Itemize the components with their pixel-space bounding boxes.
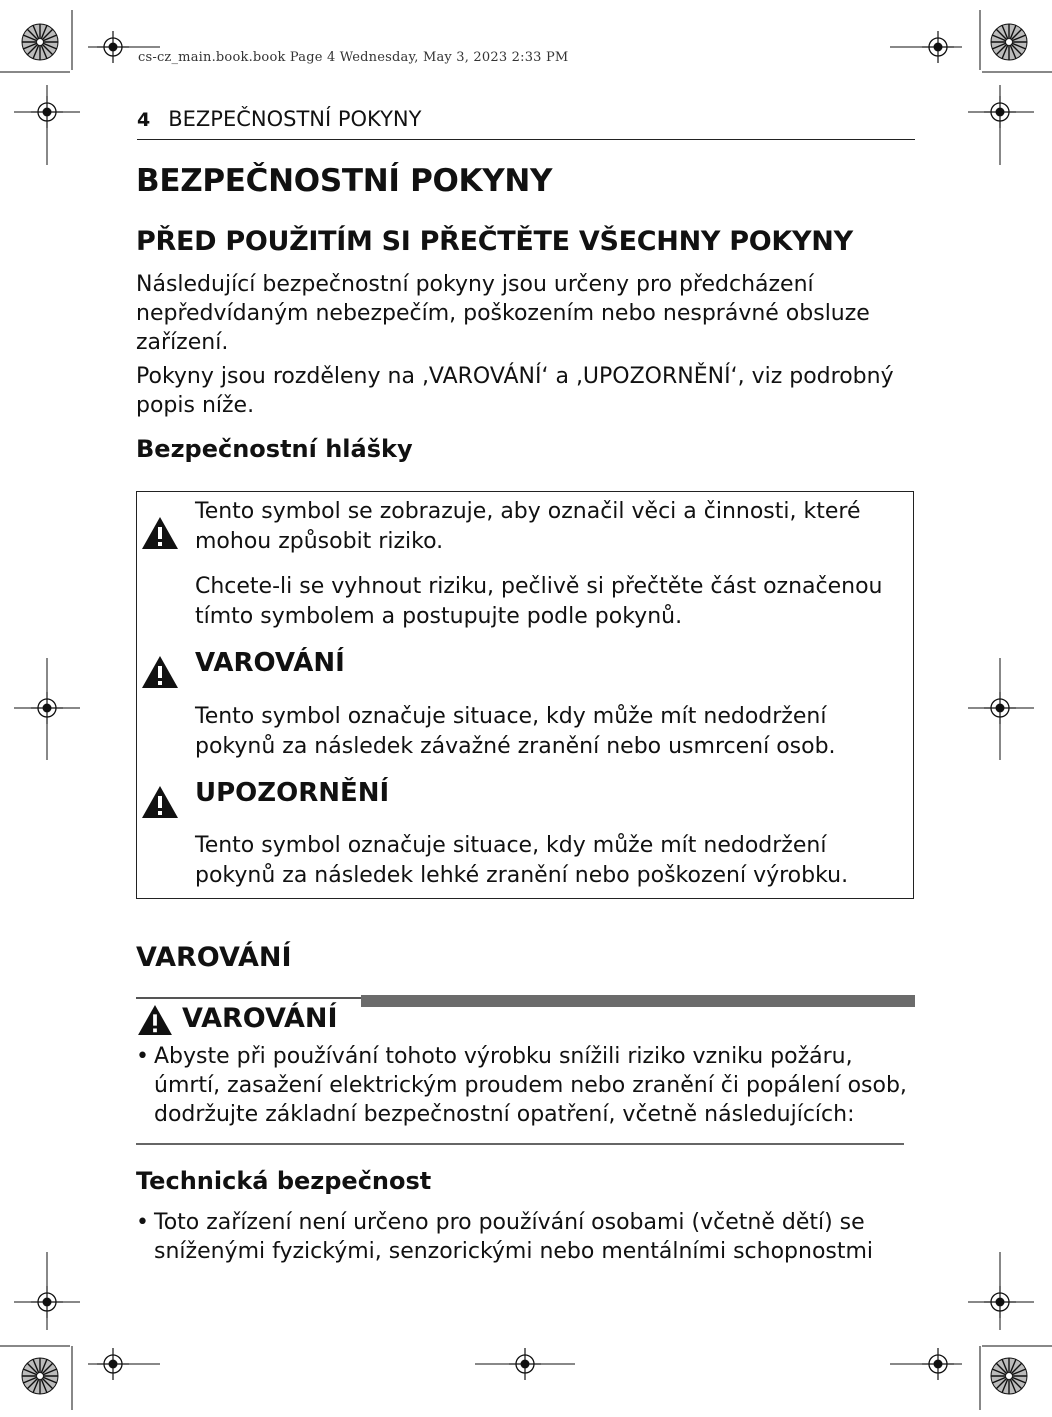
technical-bullet-text xyxy=(154,1208,924,1266)
warning-banner-bar xyxy=(361,995,915,1007)
warning-triangle-icon xyxy=(141,655,179,689)
warning-banner-title: VAROVÁNÍ xyxy=(182,1003,338,1034)
warning-label: VAROVÁNÍ xyxy=(195,648,345,678)
avoid-risk-description xyxy=(195,572,910,632)
technical-safety-heading: Technická bezpečnost xyxy=(136,1167,432,1195)
warning-banner-rule xyxy=(136,997,362,999)
running-head xyxy=(137,107,421,131)
caution-triangle-icon xyxy=(141,785,179,819)
box-line: Tento symbol označuje situace, kdy může mít nedodržení xyxy=(195,833,827,858)
header-rule xyxy=(137,139,915,140)
safety-messages-heading: Bezpečnostní hlášky xyxy=(136,435,413,463)
page-title: BEZPEČNOSTNÍ POKYNY xyxy=(136,163,553,199)
bullet-marker: • xyxy=(136,1044,149,1069)
bullet-marker: • xyxy=(136,1210,149,1235)
box-line: Tento symbol se zobrazuje, aby označil věci a činnosti, které xyxy=(195,499,861,524)
caution-description xyxy=(195,831,910,891)
warning-triangle-icon xyxy=(141,516,179,550)
warning-bullet-text xyxy=(154,1042,924,1129)
bullet-line: Abyste při používání tohoto výrobku snížili riziko vzniku požáru, xyxy=(154,1044,853,1069)
intro-line: popis níže. xyxy=(136,393,255,418)
read-instructions-heading: PŘED POUŽITÍM SI PŘEČTĚTE VŠECHNY POKYNY xyxy=(136,226,853,257)
page-number: 4 xyxy=(137,109,151,131)
bullet-line: dodržujte základní bezpečnostní opatření, včetně následujících: xyxy=(154,1102,855,1127)
running-head-title: BEZPEČNOSTNÍ POKYNY xyxy=(168,107,422,131)
warning-end-rule xyxy=(136,1143,904,1145)
bullet-line: úmrtí, zasažení elektrickým proudem nebo zranění či popálení osob, xyxy=(154,1073,907,1098)
bullet-line: Toto zařízení není určeno pro používání osobami (včetně dětí) se xyxy=(154,1210,865,1235)
intro-line: Pokyny jsou rozděleny na ‚VAROVÁNÍ‘ a ‚UPOZORNĚNÍ‘, viz podrobný xyxy=(136,364,894,389)
intro-line: zařízení. xyxy=(136,330,229,355)
intro-paragraph-2 xyxy=(136,362,926,420)
warning-triangle-icon xyxy=(137,1004,173,1036)
box-line: Tento symbol označuje situace, kdy může mít nedodržení xyxy=(195,704,827,729)
box-line: pokynů za následek závažné zranění nebo usmrcení osob. xyxy=(195,734,836,759)
intro-line: nepředvídaným nebezpečím, poškozením nebo nesprávné obsluze xyxy=(136,301,870,326)
caution-label: UPOZORNĚNÍ xyxy=(195,778,390,808)
symbol-description xyxy=(195,497,910,557)
warning-description xyxy=(195,702,910,762)
intro-paragraph xyxy=(136,270,926,357)
box-line: Chcete-li se vyhnout riziku, pečlivě si přečtěte část označenou xyxy=(195,574,883,599)
box-line: mohou způsobit riziko. xyxy=(195,529,444,554)
intro-line: Následující bezpečnostní pokyny jsou určeny pro předcházení xyxy=(136,272,814,297)
box-line: tímto symbolem a postupujte podle pokynů. xyxy=(195,604,683,629)
bullet-line: sníženými fyzickými, senzorickými nebo mentálními schopnostmi xyxy=(154,1239,874,1264)
slug-line: cs-cz_main.book.book Page 4 Wednesday, May 3, 2023 2:33 PM xyxy=(138,50,569,65)
box-line: pokynů za následek lehké zranění nebo poškození výrobku. xyxy=(195,863,849,888)
warning-section-heading: VAROVÁNÍ xyxy=(136,942,292,973)
